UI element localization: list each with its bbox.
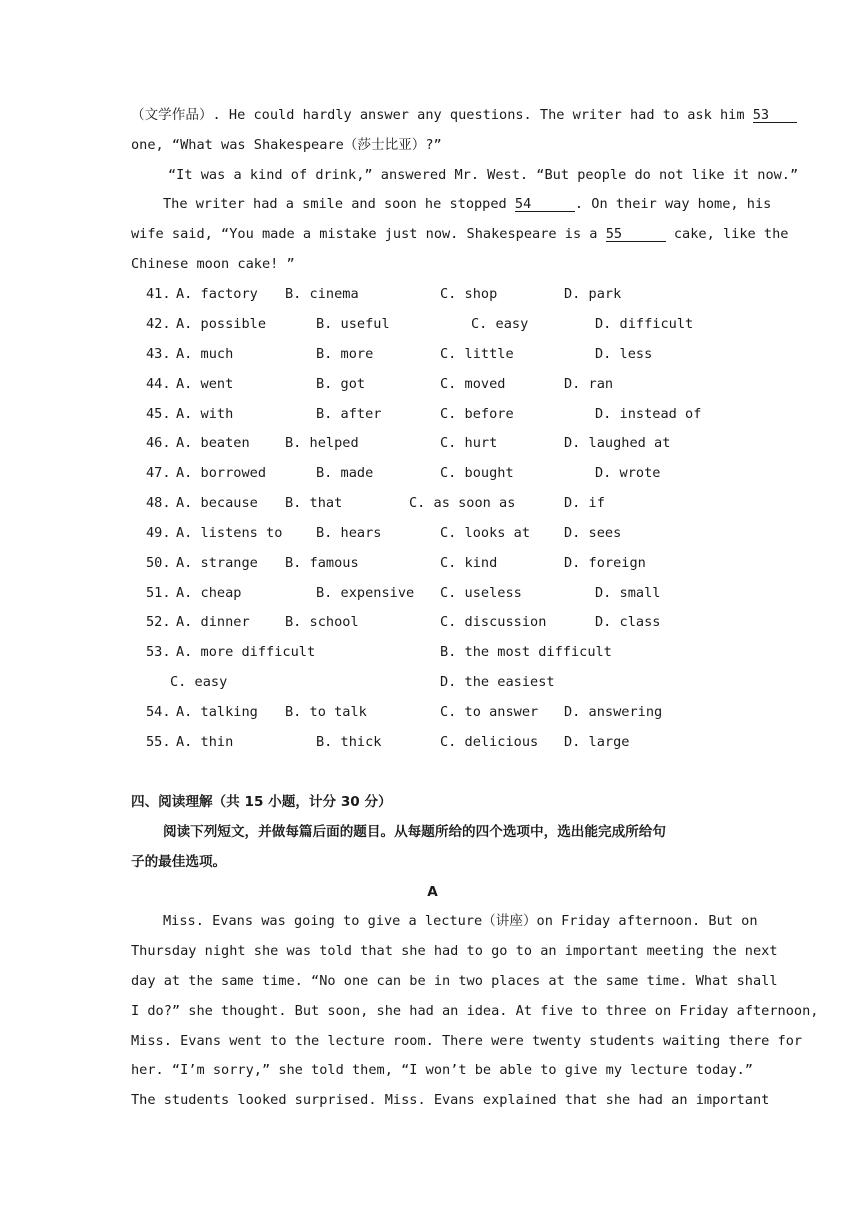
option-d: D. answering (564, 704, 663, 720)
option-a: A. dinner (176, 614, 250, 630)
question-number: 45. (146, 406, 171, 422)
option-d: D. sees (564, 525, 622, 541)
cloze-line-6: Chinese moon cake! ” (131, 256, 295, 272)
option-c: C. delicious (440, 734, 539, 750)
question-number: 41. (146, 286, 171, 302)
question-number: 52. (146, 614, 171, 630)
question-row (0, 495, 865, 511)
section-instruction: 阅读下列短文，并做每篇后面的题目。从每题所给的四个选项中，选出能完成所给句 (163, 824, 666, 840)
cloze-line-3: “It was a kind of drink,” answered Mr. West. “But people do not like it now.” (168, 167, 799, 183)
option-d: D. the easiest (440, 674, 555, 690)
passage-line: her. “I’m sorry,” she told them, “I won’t be able to give my lecture today.” (131, 1062, 753, 1078)
option-c: C. as soon as (409, 495, 516, 511)
blank-54: 54 (515, 197, 575, 212)
option-b: B. to talk (285, 704, 367, 720)
passage-line: Thursday night she was told that she had to go to an important meeting the next (131, 943, 778, 959)
option-b: B. useful (316, 316, 390, 332)
passage-line: I do?” she thought. But soon, she had an idea. At five to three on Friday afternoon, (131, 1003, 819, 1019)
question-number: 44. (146, 376, 171, 392)
option-a: A. strange (176, 555, 258, 571)
question-number: 47. (146, 465, 171, 481)
question-number: 43. (146, 346, 171, 362)
question-row (0, 704, 865, 720)
question-row (0, 555, 865, 571)
option-c: C. kind (440, 555, 498, 571)
option-a: A. talking (176, 704, 258, 720)
question-number: 51. (146, 585, 171, 601)
option-d: D. laughed at (564, 435, 671, 451)
option-c: C. discussion (440, 614, 547, 630)
option-d: D. if (564, 495, 605, 511)
question-number: 46. (146, 435, 171, 451)
option-d: D. park (564, 286, 622, 302)
section-heading: 四、阅读理解（共 15 小题，计分 30 分） (131, 794, 392, 810)
option-c: C. shop (440, 286, 498, 302)
option-d: D. foreign (564, 555, 646, 571)
option-d: D. class (595, 614, 661, 630)
blank-55: 55 (606, 227, 666, 242)
blank-53: 53 (753, 108, 797, 123)
question-row (0, 585, 865, 601)
option-a: A. with (176, 406, 234, 422)
option-d: D. ran (564, 376, 614, 392)
question-row (0, 316, 865, 332)
option-a: A. factory (176, 286, 258, 302)
option-d: D. less (595, 346, 653, 362)
option-b: B. more (316, 346, 374, 362)
option-a: A. listens to (176, 525, 283, 541)
question-number: 48. (146, 495, 171, 511)
option-d: D. small (595, 585, 661, 601)
cloze-line-4 (163, 196, 772, 212)
cloze-text: The writer had a smile and soon he stopped (163, 196, 515, 212)
cloze-text: cake, like the (665, 226, 789, 242)
cloze-text: （文学作品）. He could hardly answer any questions. The writer had to ask him (131, 107, 753, 123)
question-row (0, 406, 865, 422)
option-b: B. after (316, 406, 382, 422)
option-b: B. got (316, 376, 366, 392)
passage-line: The students looked surprised. Miss. Evans explained that she had an important (131, 1092, 770, 1108)
question-row (0, 435, 865, 451)
option-b: B. famous (285, 555, 359, 571)
option-c: C. moved (440, 376, 506, 392)
option-a: A. much (176, 346, 234, 362)
question-number: 53. (146, 644, 171, 660)
question-row (0, 644, 865, 660)
question-number: 50. (146, 555, 171, 571)
question-row (0, 525, 865, 541)
option-b: B. made (316, 465, 374, 481)
passage-line: Miss. Evans went to the lecture room. There were twenty students waiting there for (131, 1033, 803, 1049)
option-b: B. thick (316, 734, 382, 750)
option-a: A. because (176, 495, 258, 511)
option-c: C. useless (440, 585, 522, 601)
option-c: C. before (440, 406, 514, 422)
question-number: 49. (146, 525, 171, 541)
option-d: D. large (564, 734, 630, 750)
passage-line: day at the same time. “No one can be in two places at the same time. What shall (131, 973, 778, 989)
option-b: B. hears (316, 525, 382, 541)
option-b: B. cinema (285, 286, 359, 302)
question-row (0, 734, 865, 750)
option-d: D. instead of (595, 406, 702, 422)
option-c: C. to answer (440, 704, 539, 720)
cloze-text: wife said, “You made a mistake just now. Shakespeare is a (131, 226, 606, 242)
option-c: C. easy (170, 674, 228, 690)
option-a: A. thin (176, 734, 234, 750)
option-c: C. bought (440, 465, 514, 481)
cloze-text: . On their way home, his (574, 196, 772, 212)
option-a: A. cheap (176, 585, 242, 601)
cloze-line-1 (131, 107, 770, 123)
option-b: B. helped (285, 435, 359, 451)
option-a: A. beaten (176, 435, 250, 451)
cloze-line-2: one, “What was Shakespeare（莎士比亚）?” (131, 137, 442, 153)
option-b: B. expensive (316, 585, 415, 601)
option-c: C. easy (471, 316, 529, 332)
option-c: C. looks at (440, 525, 531, 541)
option-b: B. that (285, 495, 343, 511)
passage-line: Miss. Evans was going to give a lecture（讲座）on Friday afternoon. But on (163, 913, 758, 929)
option-b: B. school (285, 614, 359, 630)
question-number: 42. (146, 316, 171, 332)
question-number: 54. (146, 704, 171, 720)
cloze-line-5 (131, 226, 789, 242)
question-row (0, 465, 865, 481)
question-row (0, 346, 865, 362)
option-d: D. wrote (595, 465, 661, 481)
question-row (0, 286, 865, 302)
option-c: C. hurt (440, 435, 498, 451)
option-a: A. possible (176, 316, 267, 332)
section-instruction-cont: 子的最佳选项。 (131, 854, 227, 870)
option-a: A. more difficult (176, 644, 316, 660)
option-c: C. little (440, 346, 514, 362)
option-d: D. difficult (595, 316, 694, 332)
question-row (0, 674, 865, 690)
passage-label: A (427, 884, 438, 900)
question-row (0, 376, 865, 392)
question-number: 55. (146, 734, 171, 750)
option-a: A. went (176, 376, 234, 392)
option-b: B. the most difficult (440, 644, 612, 660)
option-a: A. borrowed (176, 465, 267, 481)
question-row (0, 614, 865, 630)
